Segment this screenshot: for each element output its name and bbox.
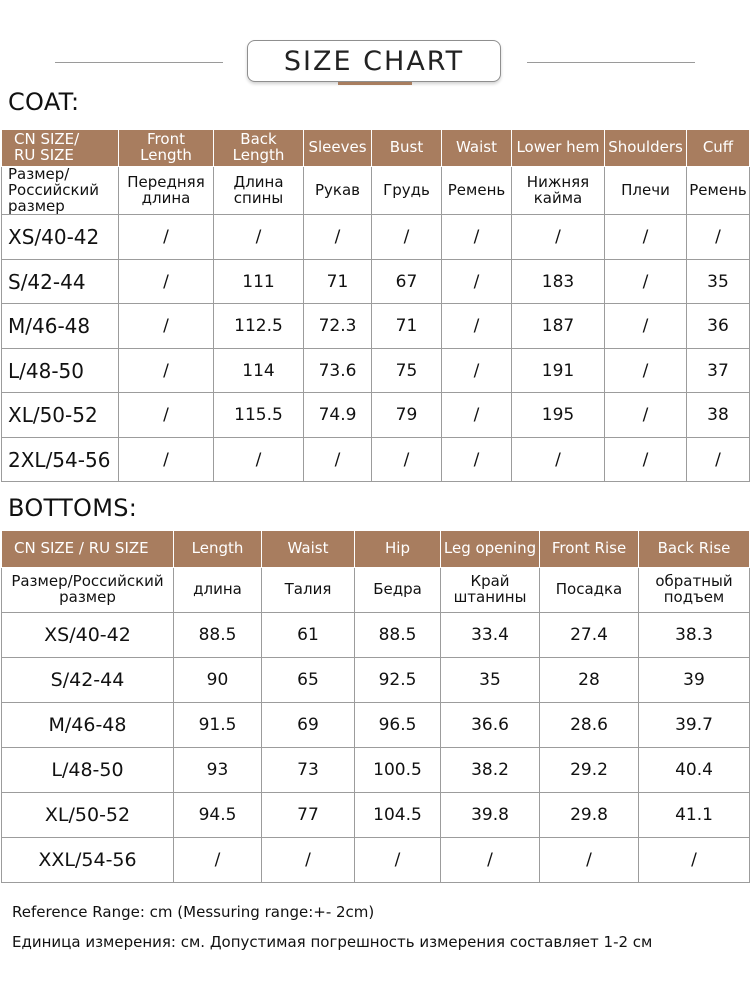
coat-russian-header-cell: Ремень — [442, 167, 512, 215]
coat-size-cell: M/46-48 — [2, 304, 119, 349]
bottoms-value-cell: 29.2 — [540, 748, 639, 793]
coat-value-cell: / — [119, 393, 214, 438]
coat-header-row — [2, 130, 750, 167]
coat-size-cell: S/42-44 — [2, 259, 119, 304]
bottoms-value-cell: 40.4 — [639, 748, 750, 793]
bottoms-value-cell: 39.7 — [639, 703, 750, 748]
coat-header-cell: Waist — [442, 130, 512, 167]
reference-range-note: Reference Range: cm (Messuring range:+- 2cm) — [12, 903, 375, 921]
coat-value-cell: / — [214, 215, 304, 260]
coat-value-cell: 75 — [372, 348, 442, 393]
bottoms-value-cell: 39.8 — [441, 793, 540, 838]
bottoms-value-cell: 96.5 — [355, 703, 441, 748]
title-banner — [0, 40, 750, 86]
coat-russian-header-cell: Грудь — [372, 167, 442, 215]
bottoms-size-cell: XS/40-42 — [2, 613, 174, 658]
coat-value-cell: 112.5 — [214, 304, 304, 349]
bottoms-value-cell: / — [639, 838, 750, 883]
bottoms-value-cell: 35 — [441, 658, 540, 703]
title-accent-bar — [338, 82, 412, 85]
bottoms-table-row — [2, 793, 750, 838]
bottoms-table-row — [2, 838, 750, 883]
coat-header-cell: Shoulders — [605, 130, 687, 167]
coat-value-cell: / — [119, 348, 214, 393]
coat-value-cell: / — [119, 304, 214, 349]
bottoms-value-cell: 41.1 — [639, 793, 750, 838]
bottoms-value-cell: / — [355, 838, 441, 883]
bottoms-header-cell: Length — [174, 531, 262, 568]
bottoms-russian-header-cell: Размер/Российский размер — [2, 568, 174, 613]
bottoms-value-cell: / — [262, 838, 355, 883]
coat-russian-header-cell: Нижняя кайма — [512, 167, 605, 215]
coat-value-cell: 71 — [304, 259, 372, 304]
coat-value-cell: / — [372, 437, 442, 482]
bottoms-table-row — [2, 748, 750, 793]
coat-russian-header-cell: Размер/ Российский размер — [2, 167, 119, 215]
coat-value-cell: 187 — [512, 304, 605, 349]
coat-value-cell: 73.6 — [304, 348, 372, 393]
coat-header-cell: Lower hem — [512, 130, 605, 167]
coat-header-cell: Cuff — [687, 130, 750, 167]
bottoms-value-cell: 90 — [174, 658, 262, 703]
coat-size-cell: L/48-50 — [2, 348, 119, 393]
bottoms-value-cell: 88.5 — [174, 613, 262, 658]
coat-size-cell: XL/50-52 — [2, 393, 119, 438]
coat-value-cell: / — [687, 437, 750, 482]
coat-table-row — [2, 393, 750, 438]
bottoms-size-cell: XXL/54-56 — [2, 838, 174, 883]
bottoms-value-cell: 69 — [262, 703, 355, 748]
coat-russian-header-row — [2, 167, 750, 215]
page-title: SIZE CHART — [247, 40, 501, 82]
coat-value-cell: 36 — [687, 304, 750, 349]
coat-value-cell: 72.3 — [304, 304, 372, 349]
coat-value-cell: 67 — [372, 259, 442, 304]
coat-value-cell: / — [442, 259, 512, 304]
coat-table-row — [2, 304, 750, 349]
coat-value-cell: 38 — [687, 393, 750, 438]
coat-value-cell: 115.5 — [214, 393, 304, 438]
bottoms-value-cell: 92.5 — [355, 658, 441, 703]
coat-value-cell: 71 — [372, 304, 442, 349]
coat-value-cell: / — [605, 259, 687, 304]
coat-value-cell: 79 — [372, 393, 442, 438]
coat-value-cell: / — [304, 437, 372, 482]
bottoms-value-cell: 33.4 — [441, 613, 540, 658]
bottoms-value-cell: 65 — [262, 658, 355, 703]
bottoms-size-cell: L/48-50 — [2, 748, 174, 793]
coat-value-cell: 191 — [512, 348, 605, 393]
coat-russian-header-cell: Плечи — [605, 167, 687, 215]
title-divider-right — [527, 62, 695, 63]
coat-value-cell: / — [512, 215, 605, 260]
bottoms-header-cell: Waist — [262, 531, 355, 568]
coat-table-row — [2, 259, 750, 304]
bottoms-value-cell: 38.3 — [639, 613, 750, 658]
coat-value-cell: 114 — [214, 348, 304, 393]
coat-value-cell: / — [119, 259, 214, 304]
coat-header-cell: Bust — [372, 130, 442, 167]
bottoms-value-cell: 27.4 — [540, 613, 639, 658]
coat-value-cell: / — [304, 215, 372, 260]
bottoms-value-cell: 28.6 — [540, 703, 639, 748]
coat-value-cell: / — [442, 393, 512, 438]
bottoms-russian-header-cell: обратный подъем — [639, 568, 750, 613]
coat-size-cell: XS/40-42 — [2, 215, 119, 260]
reference-range-note-ru: Единица измерения: см. Допустимая погрешность измерения составляет 1-2 см — [12, 933, 653, 951]
coat-value-cell: / — [605, 304, 687, 349]
coat-value-cell: / — [372, 215, 442, 260]
coat-value-cell: / — [119, 437, 214, 482]
bottoms-value-cell: / — [540, 838, 639, 883]
bottoms-header-cell: Hip — [355, 531, 441, 568]
bottoms-header-cell: Back Rise — [639, 531, 750, 568]
coat-value-cell: 195 — [512, 393, 605, 438]
bottoms-russian-header-cell: Талия — [262, 568, 355, 613]
bottoms-size-table — [1, 530, 750, 883]
bottoms-value-cell: / — [174, 838, 262, 883]
bottoms-value-cell: 28 — [540, 658, 639, 703]
coat-value-cell: / — [442, 304, 512, 349]
bottoms-value-cell: 77 — [262, 793, 355, 838]
bottoms-header-cell: Front Rise — [540, 531, 639, 568]
coat-value-cell: / — [214, 437, 304, 482]
bottoms-value-cell: 29.8 — [540, 793, 639, 838]
coat-section-label: COAT: — [8, 88, 80, 116]
bottoms-value-cell: / — [441, 838, 540, 883]
bottoms-table-row — [2, 658, 750, 703]
bottoms-section-label: BOTTOMS: — [8, 494, 138, 522]
coat-russian-header-cell: Передняя длина — [119, 167, 214, 215]
coat-size-table — [1, 129, 750, 482]
bottoms-value-cell: 73 — [262, 748, 355, 793]
bottoms-value-cell: 100.5 — [355, 748, 441, 793]
bottoms-header-row — [2, 531, 750, 568]
bottoms-size-cell: M/46-48 — [2, 703, 174, 748]
bottoms-value-cell: 61 — [262, 613, 355, 658]
bottoms-russian-header-cell: Край штанины — [441, 568, 540, 613]
coat-value-cell: / — [605, 348, 687, 393]
coat-table-row — [2, 437, 750, 482]
coat-value-cell: / — [119, 215, 214, 260]
bottoms-header-cell: CN SIZE / RU SIZE — [2, 531, 174, 568]
coat-value-cell: / — [442, 215, 512, 260]
coat-header-cell: Sleeves — [304, 130, 372, 167]
bottoms-value-cell: 38.2 — [441, 748, 540, 793]
bottoms-value-cell: 94.5 — [174, 793, 262, 838]
bottoms-russian-header-cell: Бедра — [355, 568, 441, 613]
bottoms-size-cell: S/42-44 — [2, 658, 174, 703]
bottoms-value-cell: 88.5 — [355, 613, 441, 658]
coat-value-cell: 111 — [214, 259, 304, 304]
bottoms-value-cell: 91.5 — [174, 703, 262, 748]
title-divider-left — [55, 62, 223, 63]
coat-value-cell: / — [442, 437, 512, 482]
coat-russian-header-cell: Ремень — [687, 167, 750, 215]
coat-header-cell: CN SIZE/ RU SIZE — [2, 130, 119, 167]
coat-value-cell: 35 — [687, 259, 750, 304]
bottoms-table-row — [2, 613, 750, 658]
bottoms-value-cell: 104.5 — [355, 793, 441, 838]
bottoms-russian-header-cell: Посадка — [540, 568, 639, 613]
coat-table-row — [2, 215, 750, 260]
bottoms-russian-header-cell: длина — [174, 568, 262, 613]
coat-value-cell: / — [605, 437, 687, 482]
coat-value-cell: 74.9 — [304, 393, 372, 438]
coat-value-cell: 37 — [687, 348, 750, 393]
coat-size-cell: 2XL/54-56 — [2, 437, 119, 482]
bottoms-table-row — [2, 703, 750, 748]
coat-value-cell: / — [605, 393, 687, 438]
coat-value-cell: 183 — [512, 259, 605, 304]
bottoms-value-cell: 39 — [639, 658, 750, 703]
bottoms-header-cell: Leg opening — [441, 531, 540, 568]
bottoms-value-cell: 36.6 — [441, 703, 540, 748]
coat-russian-header-cell: Длина спины — [214, 167, 304, 215]
coat-header-cell: Back Length — [214, 130, 304, 167]
coat-value-cell: / — [687, 215, 750, 260]
coat-header-cell: Front Length — [119, 130, 214, 167]
bottoms-russian-header-row — [2, 568, 750, 613]
coat-russian-header-cell: Рукав — [304, 167, 372, 215]
coat-value-cell: / — [512, 437, 605, 482]
bottoms-value-cell: 93 — [174, 748, 262, 793]
coat-value-cell: / — [605, 215, 687, 260]
coat-value-cell: / — [442, 348, 512, 393]
coat-table-row — [2, 348, 750, 393]
bottoms-size-cell: XL/50-52 — [2, 793, 174, 838]
